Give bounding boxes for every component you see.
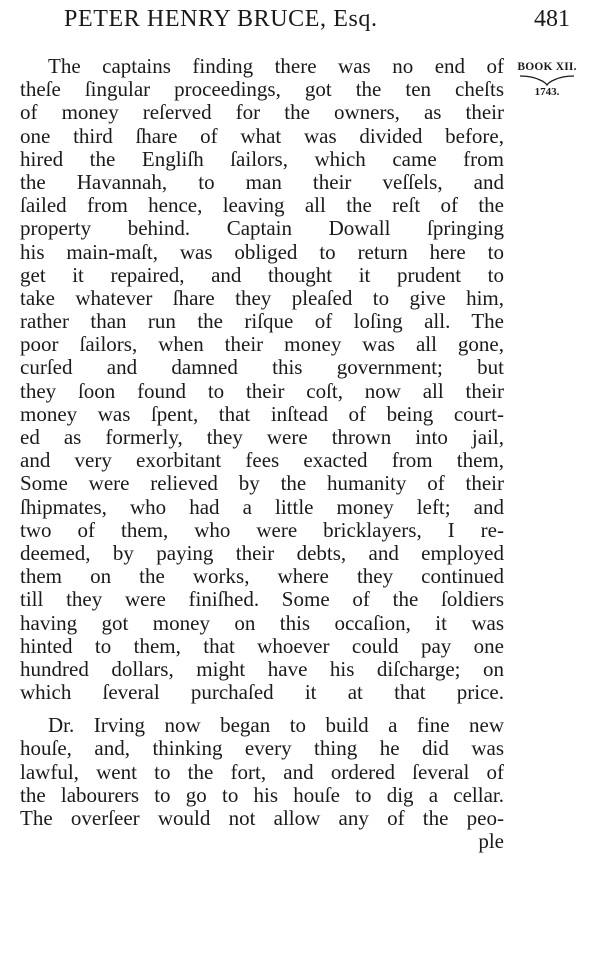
text-line: Some were relieved by the humanity of their	[20, 471, 504, 496]
text-line: get it repaired, and thought it prudent to	[20, 262, 504, 287]
text-line: two of them, who were bricklayers, I re-	[20, 517, 504, 542]
text-line: having got money on this occaſion, it was	[20, 610, 504, 635]
margin-note	[508, 61, 586, 98]
text-line: rather than run the riſque of loſing all. The	[20, 309, 504, 334]
text-line: lawful, went to the fort, and ordered ſeveral of	[20, 759, 504, 784]
text-line: the Havannah, to man their veſſels, and	[20, 169, 504, 194]
margin-year: 1743.	[534, 86, 560, 98]
text-line: them on the works, where they continued	[20, 564, 504, 589]
margin-book-label: BOOK XII.	[517, 61, 577, 73]
paragraph-2	[20, 714, 504, 830]
text-line: ſhipmates, who had a little money left; and	[20, 494, 504, 519]
text-line: The overſeer would not allow any of the peo-	[20, 806, 504, 830]
text-line: till they were finiſhed. Some of the ſoldiers	[20, 587, 504, 612]
brace-ornament-icon	[518, 74, 576, 86]
text-line: take whatever ſhare they pleaſed to give him,	[20, 285, 504, 310]
text-line: of money reſerved for the owners, as their	[20, 100, 504, 125]
text-line: hired the Engliſh ſailors, which came from	[20, 146, 504, 171]
text-line: deemed, by paying their debts, and employed	[20, 540, 504, 565]
text-line: property behind. Captain Dowall ſpringing	[20, 216, 504, 241]
text-line: curſed and damned this government; but	[20, 355, 504, 380]
text-line: hinted to them, that whoever could pay one	[20, 633, 504, 658]
text-line: and very exorbitant fees exacted from them,	[20, 448, 504, 473]
text-line: one third ſhare of what was divided before,	[20, 123, 504, 148]
running-head: PETER HENRY BRUCE, Esq.	[64, 6, 378, 32]
catchword: ple	[478, 829, 504, 854]
text-line: hundred dollars, might have his diſcharge; on	[20, 656, 504, 681]
page-number: 481	[534, 6, 570, 32]
text-line: ed as formerly, they were thrown into jail,	[20, 425, 504, 449]
text-line: money was ſpent, that inſtead of being court-	[20, 401, 504, 426]
text-line: houſe, and, thinking every thing he did was	[20, 736, 504, 761]
text-line: ſailed from hence, leaving all the reſt of the	[20, 193, 504, 218]
text-line: poor ſailors, when their money was all gone,	[20, 332, 504, 357]
text-line: his main-maſt, was obliged to return here to	[20, 239, 504, 264]
text-line: Dr. Irving now began to build a fine new	[48, 713, 504, 738]
text-line: the labourers to go to his houſe to dig a cellar.	[20, 782, 504, 807]
text-line: theſe ſingular proceedings, got the ten cheſts	[20, 77, 504, 102]
paragraph-1	[20, 55, 504, 704]
text-line: they ſoon found to their coſt, now all their	[20, 378, 504, 403]
body-text	[20, 55, 504, 853]
text-line: which ſeveral purchaſed it at that price.	[20, 680, 504, 705]
text-line: The captains finding there was no end of	[48, 54, 504, 78]
